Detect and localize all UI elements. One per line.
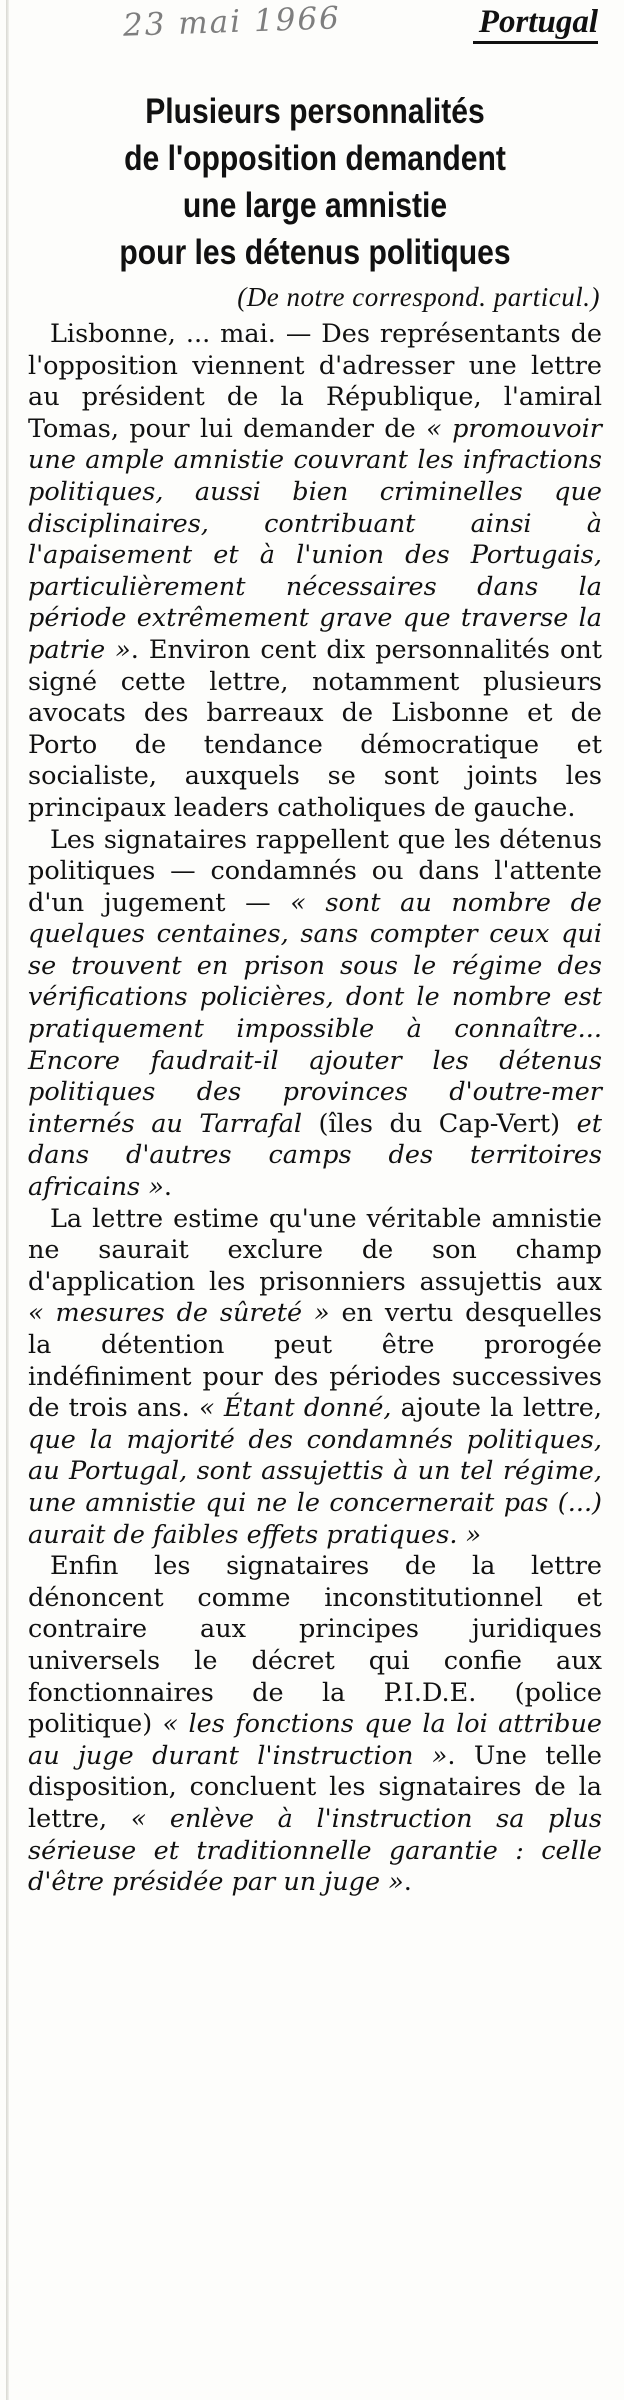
paragraph-text: Les signataires rappellent que les détenus politiques — condamnés ou dans l'attente d'un jugement —: [28, 824, 602, 918]
article-paragraph: [28, 825, 602, 1204]
paragraph-text: (îles du Cap-Vert): [302, 1108, 577, 1139]
paragraph-text: .: [403, 1867, 412, 1898]
article-paragraph: [28, 1204, 602, 1552]
paragraph-text: . Environ cent dix personnalités ont signé cette lettre, notamment plusieurs avocats des barreaux de Lisbonne et de Porto de tendance démocratique et socialiste, auxquels se sont joints les principaux leaders catholiques de gauche.: [28, 634, 603, 823]
paper-edge-shadow: [6, 0, 9, 2400]
quoted-text: « mesures de sûreté »: [28, 1298, 330, 1329]
paragraph-text: en vertu desquelles la détention peut être prorogée indéfiniment pour des périodes successives de trois ans.: [28, 1298, 602, 1424]
quoted-text: que la majorité des condamnés politiques, au Portugal, sont assujettis à un tel régime, une amnistie qui ne le concernerait pas (...) aurait de faibles effets pratiques. »: [28, 1424, 602, 1550]
headline-line: pour les détenus politiques: [119, 233, 511, 272]
headline-line: de l'opposition demandent: [124, 139, 506, 178]
clipping-header: [28, 0, 602, 52]
article-headline: [68, 88, 562, 276]
quoted-text: et dans d'autres camps des territoires africains »: [28, 1108, 602, 1203]
quoted-text: « Étant donné,: [199, 1393, 392, 1424]
paragraph-text: Lisbonne, ... mai. — Des représentants de l'opposition viennent d'adresser une lettre au président de la République, l'amiral Tomas, pour lui demander de: [28, 319, 602, 444]
section-label: Portugal: [473, 3, 598, 44]
article-paragraph: [28, 319, 602, 825]
byline: (De notre correspond. particul.): [237, 282, 600, 312]
paragraph-text: ajoute la lettre,: [391, 1393, 602, 1424]
article-paragraph: [28, 1551, 602, 1899]
handwritten-date: 23 mai 1966: [122, 0, 342, 44]
paragraph-text: . Une telle disposition, concluent les signataires de la lettre,: [28, 1740, 602, 1834]
headline-line: Plusieurs personnalités: [145, 92, 485, 131]
headline-line: une large amnistie: [182, 186, 448, 225]
paragraph-text: Enfin les signataires de la lettre dénoncent comme inconstitutionnel et contraire aux principes juridiques universels le décret qui confie aux fonctionnaires de la P.I.D.E. (police politique): [28, 1551, 602, 1740]
paragraph-text: .: [163, 1172, 172, 1203]
quoted-text: « les fonctions que la loi attribue au juge durant l'instruction »: [28, 1709, 602, 1771]
quoted-text: « enlève à l'instruction sa plus sérieuse et traditionnelle garantie : celle d'être présidée par un juge »: [28, 1803, 602, 1898]
article-body: [28, 319, 602, 1899]
quoted-text: « sont au nombre de quelques centaines, sans compter ceux qui se trouvent en prison sous le régime des vérifications policières, dont le nombre est pratiquement impossible à connaître... Encore faudrait-il ajouter les détenus politiques des provinces d'outre-mer internés au Tarrafal: [28, 887, 602, 1139]
quoted-text: « promouvoir une ample amnistie couvrant les infractions politiques, aussi bien criminelles que disciplinaires, contribuant ainsi à l'apaisement et à l'union des Portugais, particulièrement nécessaires dans la période extrêmement grave que traverse la patrie »: [28, 413, 602, 665]
paragraph-text: La lettre estime qu'une véritable amnistie ne saurait exclure de son champ d'application les prisonniers assujettis aux: [28, 1203, 602, 1297]
